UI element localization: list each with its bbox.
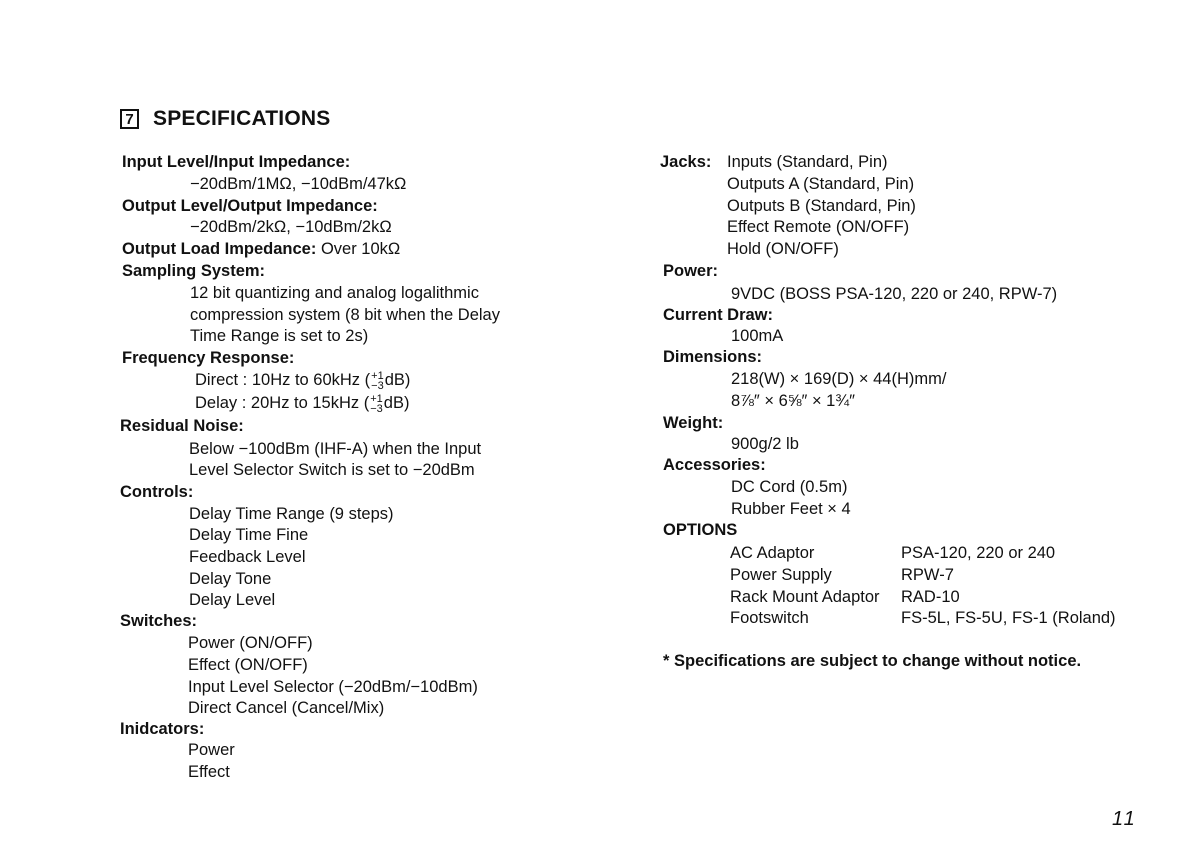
controls-item: Delay Level: [189, 591, 276, 609]
page-title: SPECIFICATIONS: [153, 107, 331, 130]
dimensions-label: Dimensions:: [663, 348, 763, 366]
tolerance-minus: −3: [371, 379, 384, 392]
switches-item: Effect (ON/OFF): [188, 656, 308, 674]
residual-noise-label: Residual Noise:: [120, 417, 244, 435]
dimensions-mm: 218(W) × 169(D) × 44(H)mm/: [731, 370, 947, 388]
jacks-item: Outputs A (Standard, Pin): [727, 175, 915, 193]
option-model: RAD-10: [901, 588, 960, 606]
accessories-item: DC Cord (0.5m): [731, 478, 848, 496]
weight-label: Weight:: [663, 414, 724, 432]
residual-noise-line: Level Selector Switch is set to −20dBm: [189, 461, 475, 479]
option-model: RPW-7: [901, 566, 954, 584]
tolerance-unit: dB): [384, 371, 411, 389]
frequency-delay-text: Delay : 20Hz to 15kHz (: [195, 394, 370, 412]
tolerance-fraction: [370, 394, 383, 414]
sampling-label: Sampling System:: [122, 262, 266, 280]
controls-item: Delay Tone: [189, 570, 272, 588]
section-heading: [120, 106, 330, 132]
power-label: Power:: [663, 262, 719, 280]
controls-label: Controls:: [120, 483, 194, 501]
jacks-item: Inputs (Standard, Pin): [727, 153, 888, 171]
frequency-label: Frequency Response:: [122, 349, 295, 367]
switches-label: Switches:: [120, 612, 198, 630]
tolerance-minus: −3: [370, 402, 383, 415]
indicators-item: Power: [188, 741, 235, 759]
dimensions-inches: 8⅞″ × 6⅝″ × 1¾″: [731, 392, 855, 410]
options-label: OPTIONS: [663, 521, 738, 539]
output-level-value: −20dBm/2kΩ, −10dBm/2kΩ: [190, 218, 392, 236]
switches-item: Input Level Selector (−20dBm/−10dBm): [188, 678, 478, 696]
current-draw-value: 100mA: [731, 327, 784, 345]
input-level-label: Input Level/Input Impedance:: [122, 153, 351, 171]
output-load-label: Output Load Impedance:: [122, 240, 317, 258]
controls-item: Delay Time Range (9 steps): [189, 505, 394, 523]
option-name: AC Adaptor: [730, 544, 815, 562]
current-draw-label: Current Draw:: [663, 306, 774, 324]
option-model: FS-5L, FS-5U, FS-1 (Roland): [901, 609, 1116, 627]
jacks-label: Jacks:: [660, 153, 712, 171]
accessories-item: Rubber Feet × 4: [731, 500, 851, 518]
accessories-label: Accessories:: [663, 456, 766, 474]
option-name: Footswitch: [730, 609, 809, 627]
input-level-value: −20dBm/1MΩ, −10dBm/47kΩ: [190, 175, 407, 193]
tolerance-unit: dB): [383, 394, 410, 412]
indicators-item: Effect: [188, 763, 230, 781]
page-number: 11: [1112, 808, 1137, 830]
jacks-item: Hold (ON/OFF): [727, 240, 839, 258]
option-model: PSA-120, 220 or 240: [901, 544, 1056, 562]
option-name: Power Supply: [730, 566, 832, 584]
controls-item: Feedback Level: [189, 548, 306, 566]
controls-item: Delay Time Fine: [189, 526, 309, 544]
tolerance-plus: +1: [370, 392, 383, 405]
frequency-direct: [195, 370, 410, 391]
frequency-direct-text: Direct : 10Hz to 60kHz (: [195, 371, 371, 389]
sampling-line: 12 bit quantizing and analog logalithmic: [190, 284, 479, 302]
jacks-item: Effect Remote (ON/OFF): [727, 218, 910, 236]
indicators-label: Inidcators:: [120, 720, 205, 738]
output-load-row: [122, 239, 400, 260]
tolerance-plus: +1: [371, 369, 384, 382]
switches-item: Power (ON/OFF): [188, 634, 313, 652]
output-load-value: Over 10kΩ: [320, 240, 401, 258]
section-number-box: 7: [120, 109, 139, 129]
weight-value: 900g/2 lb: [731, 435, 799, 453]
jacks-item: Outputs B (Standard, Pin): [727, 197, 916, 215]
residual-noise-line: Below −100dBm (IHF-A) when the Input: [189, 440, 482, 458]
sampling-line: compression system (8 bit when the Delay: [190, 306, 500, 324]
output-level-label: Output Level/Output Impedance:: [122, 197, 378, 215]
option-name: Rack Mount Adaptor: [730, 588, 880, 606]
sampling-line: Time Range is set to 2s): [190, 327, 369, 345]
power-value: 9VDC (BOSS PSA-120, 220 or 240, RPW-7): [731, 285, 1058, 303]
switches-item: Direct Cancel (Cancel/Mix): [188, 699, 385, 717]
specifications-note: * Specifications are subject to change without notice.: [663, 652, 1082, 670]
frequency-delay: [195, 393, 409, 414]
tolerance-fraction: [371, 371, 384, 391]
